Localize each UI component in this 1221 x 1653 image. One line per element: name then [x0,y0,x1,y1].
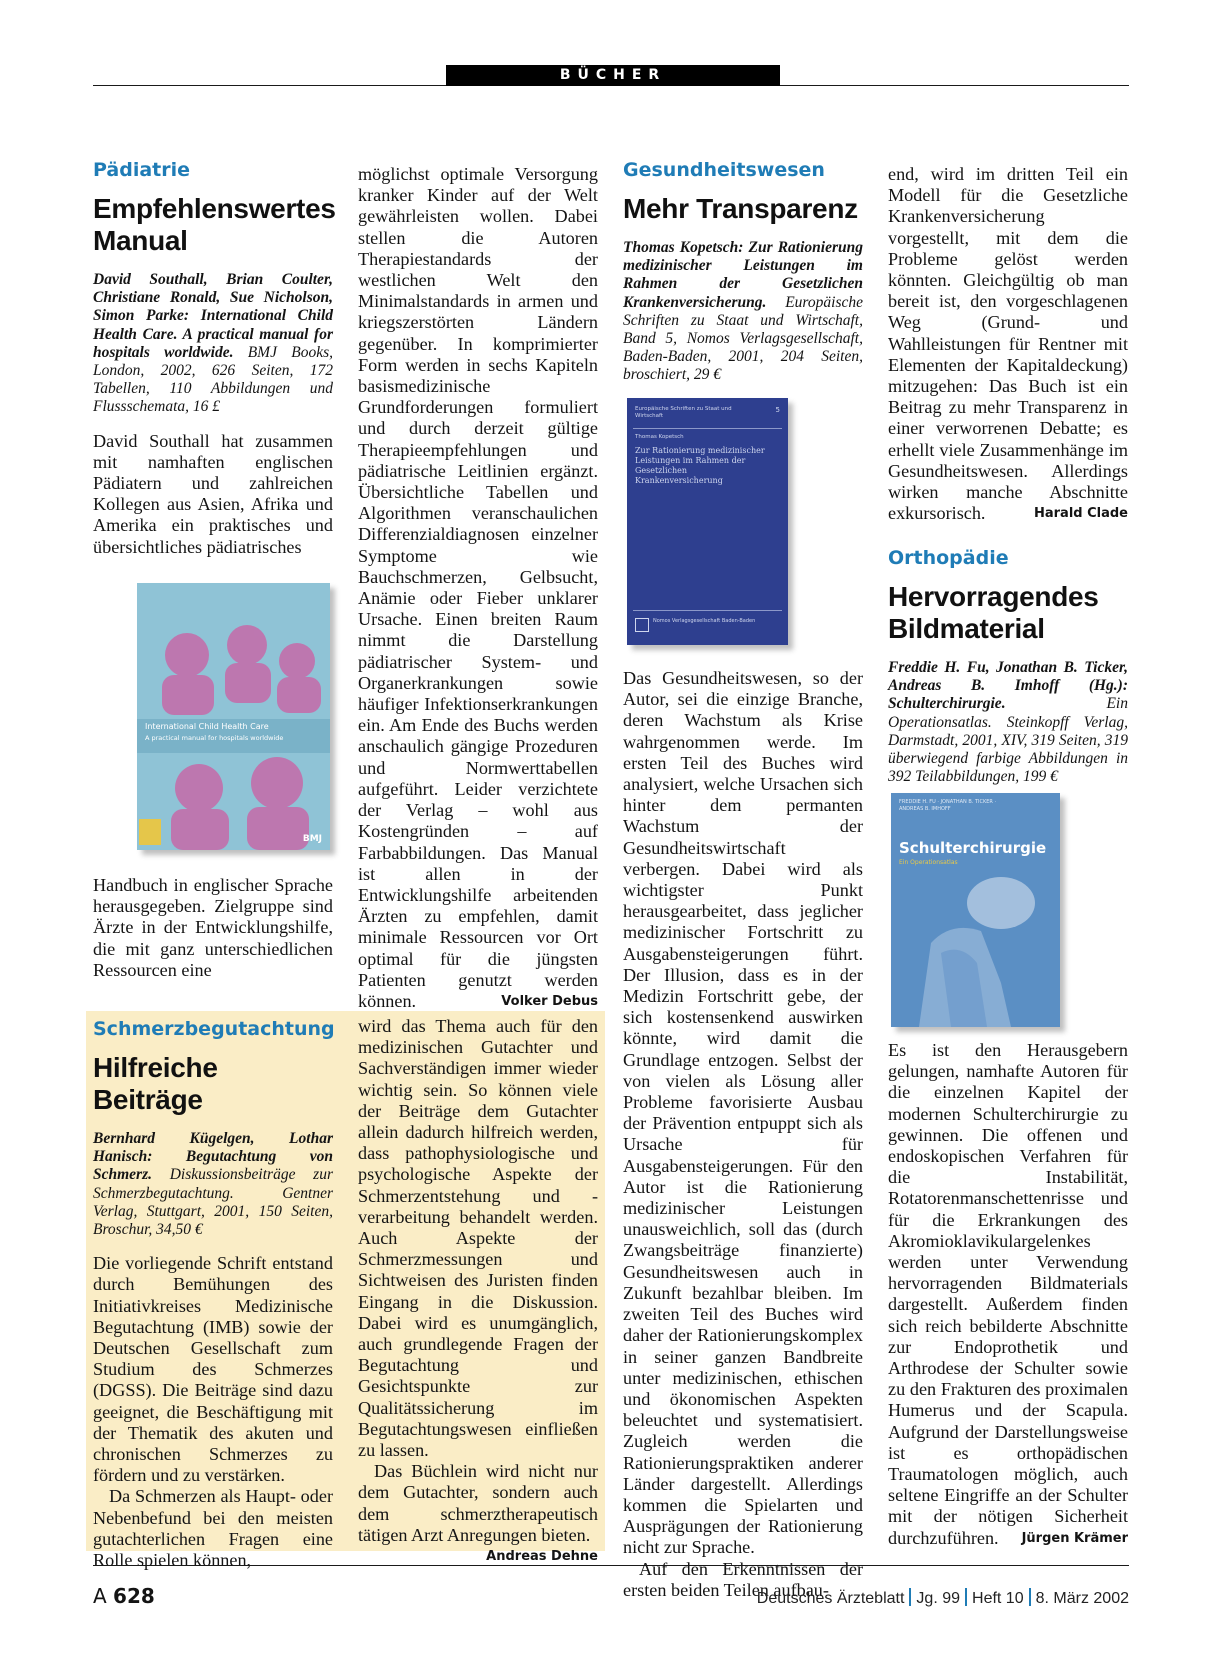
section-kicker: Schmerzbegutachtung [93,1018,335,1040]
review-body [358,164,598,1012]
orthopaedie-column-4-body [888,1040,1128,1549]
page-number-value: 628 [113,1584,155,1608]
orthopaedie-column-4 [888,545,1128,800]
section-title: BÜCHER [446,65,780,86]
gesundheit-column-3 [623,157,863,399]
journal-citation [757,1588,1129,1608]
gesundheit-column-4 [888,164,1128,524]
gesundheit-column-3-body [623,668,863,1601]
cover-rule [633,428,782,429]
cover-publisher: Nomos Verlagsgesellschaft Baden-Baden [653,618,756,624]
review-body: Auf den Erkenntnissen der ersten beiden Teilen aufbau- [623,1558,863,1600]
journal-date: 8. März 2002 [1035,1590,1129,1607]
cover-series: Europäische Schriften zu Staat und Wirtschaft [635,406,732,419]
schmerz-column-2 [358,1016,598,1567]
review-author: Andreas Dehne [486,1549,598,1565]
biblio-details: BMJ Books, London, 2002, 626 Seiten, 172 Tabellen, 110 Abbildungen und Flussschemata, 16 £ [93,343,333,416]
cover-authors: FREDDIE H. FU · JONATHAN B. TICKER · ANDREAS B. IMHOFF [899,799,997,812]
cover-rule [633,610,782,611]
footer-separator [1029,1588,1031,1606]
review-body [888,164,1128,524]
review-body: Die vorliegende Schrift entstand durch Bemühungen des Initiativkreises Medizinische Begutachtung (IMB) sowie der Deutschen Gesellschaft zum Studium des Schmerzes (DGSS). Die Beiträge sind dazu geeignet, die Beschäftigung mit der Thematik des akuten und chronischen Schmerzes zu fördern und zu verstärken. [93,1253,333,1486]
cover-publisher-mark: BMJ [302,834,322,844]
page-prefix: A [93,1584,107,1608]
cover-shoulder-illustration [891,793,1060,1027]
nomos-logo-icon [635,618,649,632]
cover-number: 5 [775,406,780,414]
page-number [93,1584,155,1608]
cover-subtitle: Ein Operationsatlas [899,859,958,866]
review-body [888,1040,1128,1549]
journal-volume: Jg. 99 [916,1590,961,1607]
cover-title: Zur Rationierung medizinischer Leistungen im Rahmen der Gesetzlichen Krankenversicherung [635,446,765,485]
review-body-text: end, wird im dritten Teil ein Modell für die Gesetzliche Krankenversicherung vorgestellt, mit dem die Probleme gelöst werden könnten. Gleichgültig ob man bereit ist, den vorgeschlagenen Weg (Grund- und Wahlleistungen für Rentner mit Elementen der Kapitaldeckung) mitzugehen: Das Buch ist ein Beitrag zu mehr Transparenz in einer verworrenen Debatte; es erhellt viele Zusammenhänge im Gesundheitswesen. Allerdings wirken manche Abschnitte exkursorisch. [888,164,1128,524]
bibliographic-entry [623,239,863,385]
book-cover-child-health-care [137,583,330,850]
review-body-continued: Handbuch in englischer Sprache herausgegeben. Zielgruppe sind Ärzte in der Entwicklungshilfe, die mit ganz unterschiedlichen Ressourcen eine [93,875,333,980]
cover-author: Thomas Kopetsch [635,434,684,440]
biblio-authors-title: Thomas Kopetsch: Zur Rationierung medizinischer Leistungen im Rahmen der Gesetzlichen Krankenversicherung. [623,239,863,311]
journal-name: Deutsches Ärzteblatt [756,1590,905,1607]
review-body-text: Es ist den Herausgebern gelungen, namhafte Autoren für die einzelnen Kapitel der modernen Schulterchirurgie zu gewinnen. Die offenen und endoskopischen Verfahren für die Instabilität, Rotatorenmanschettenrisse und für die Erkrankungen des Akromioklavikulargelenkes werden unter Verwendung hervorragenden Bildmaterials dargestellt. Außerdem finden sich reich bebilderte Abschnitte zur Endoprothetik und Arthrodese der Schulter sowie zu den Frakturen des proximalen Humerus und der Scapula. Aufgrund der Darstellungsweise ist es orthopädischen Traumatologen möglich, auch seltene Eingriffe an der Schulter mit der nötigen Sicherheit durchzuführen. [888,1040,1128,1548]
review-body: David Southall hat zusammen mit namhaften englischen Pädiatern und zahlreichen Kollegen aus Asien, Afrika und Amerika ein praktisches und übersichtliches pädiatrisches [93,430,333,557]
bibliographic-entry [93,271,333,417]
review-author: Harald Clade [1033,506,1128,522]
review-headline: Hilfreiche Beiträge [93,1052,218,1115]
biblio-authors-title: David Southall, Brian Coulter, Christiane Ronald, Sue Nicholson, Simon Parke: International Child Health Care. A practical manual for hospitals worldwide. [93,271,333,361]
review-body: Das Gesundheitswesen, so der Autor, sei die einzige Branche, deren Wachstum als Krise wahrgenommen werde. Im ersten Teil des Buches wird analysiert, welche Ursachen sich hinter dem permanten Wachstum der Gesundheitswirtschaft verbergen. Dabei wird als wichtigster Punkt herausgearbeitet, dass jeglicher medizinischer Fortschritt zu Ausgabensteigerungen führt. Der Illusion, dass es in der Medizin Fortschritt gebe, der sich kostensenkend auswirken könnte, wird damit die Grundlage entzogen. Selbst der von vielen als Lösung aller Probleme favorisierte Ausbau der Prävention entpuppt sich als Ursache für Ausgabensteigerungen. Für den Autor ist die Rationierung medizinischer Leistungen unausweichlich, soll das (durch Zwangsbeiträge finanzierte) Gesundheitswesen auch in Zukunft bezahlbar bleiben. Im zweiten Teil des Buches wird daher der Rationierungskomplex in seiner ganzen Bandbreite unter medizinischen, ethischen und ökonomischen Aspekten beleuchtet und systematisiert. Zugleich werden die Rationierungspraktiken anderer Länder dargestellt. Allerdings kommen die Spielarten und Ausprägungen der Rationierung nicht zur Sprache. [623,668,863,1558]
schmerz-column-1 [93,1016,333,1571]
biblio-authors-title: Bernhard Kügelgen, Lothar Hanisch: Begutachtung von Schmerz. [93,1130,333,1184]
section-kicker: Orthopädie [888,547,1009,569]
bibliographic-entry [888,659,1128,786]
review-body: wird das Thema auch für den medizinischen Gutachter und Sachverständigen immer wieder wichtig sein. So können viele der Beiträge dem Gutachter allein dadurch hilfreich werden, dass pathophysiologische und psychologische Aspekte der Schmerzentstehung und -verarbeitung behandelt werden. Auch Aspekte der Schmerzmessungen und Sichtweisen des Juristen finden Eingang in die Diskussion. Dabei wird es unumgänglich, auch grundlegende Fragen der Begutachtung und Gesichtspunkte zur Qualitätssicherung im Begutachtungswesen einfließen zu lassen. [358,1016,598,1461]
footer-separator [909,1588,911,1606]
biblio-details: Ein Operationsatlas. Steinkopff Verlag, Darmstadt, 2001, XIV, 319 Seiten, 319 überwiegend farbige Abbildungen in 392 Teilabbildungen, 199 € [888,695,1128,786]
paediatrie-column-1 [93,157,336,558]
review-author: Jürgen Krämer [1021,1530,1128,1546]
section-kicker: Gesundheitswesen [623,159,825,181]
journal-issue: Heft 10 [972,1590,1024,1607]
review-headline: Hervorragendes Bildmaterial [888,581,1099,644]
review-headline: Empfehlenswertes Manual [93,193,336,256]
review-body-text: Das Büchlein wird nicht nur dem Gutachter, sondern auch dem schmerztherapeutisch tätigen Arzt Anregungen bieten. [358,1461,598,1545]
cover-title: Schulterchirurgie [899,839,1047,857]
book-cover-rationierung [627,398,788,645]
cover-subtitle: A practical manual for hospitals worldwide [145,734,284,742]
review-headline: Mehr Transparenz [623,193,858,224]
review-author: Volker Debus [501,993,598,1009]
section-kicker: Pädiatrie [93,159,191,181]
biblio-details: Europäische Schriften zu Staat und Wirtschaft, Band 5, Nomos Verlagsgesellschaft, Baden-Baden, 2001, 204 Seiten, broschiert, 29 € [623,293,863,384]
footer-rule [93,1565,1129,1566]
biblio-authors-title: Freddie H. Fu, Jonathan B. Ticker, Andreas B. Imhoff (Hg.): Schulterchirurgie. [888,659,1128,713]
cover-illustration [137,583,330,850]
review-body [358,1461,598,1565]
book-cover-schulterchirurgie [891,793,1060,1027]
footer-separator [965,1588,967,1606]
paediatrie-column-1-continued [93,875,333,981]
review-body: Da Schmerzen als Haupt- oder Nebenbefund bei den meisten gutachterlichen Fragen eine Rolle spielen können, [93,1486,333,1571]
review-body-text: möglichst optimale Versorgung kranker Kinder auf der Welt gewährleisten wollen. Dabei stellen die Autoren Therapiestandards der westlichen Welt den Minimalstandards in armen und kriegszerstörten Ländern gegenüber. In komprimierter Form werden in sechs Kapiteln basismedizinische Grundforderungen formuliert und durch derzeit gültige Therapieempfehlungen und pädiatrische Leitlinien ergänzt. Übersichtliche Tabellen und Algorithmen veranschaulichen Differenzialdiagnosen einzelner Symptome wie Bauchschmerzen, Gelbsucht, Anämie oder Fieber unklarer Ursache. Einen breiten Raum nimmt die Darstellung pädiatrischer System- und Organerkrankungen sowie häufiger Infektionserkrankungen ein. Am Ende des Buchs werden anschaulich gängige Prozeduren und Normwerttabellen aufgeführt. Leider verzichtete der Verlag – wohl aus Kostengründen – auf Farbabbildungen. Das Manual ist allen in der Entwicklungshilfe arbeitenden Ärzten zu empfehlen, damit minimale Ressourcen vor Ort optimal für die jüngsten Patienten genutzt werden können. [358,164,598,1011]
cover-title: International Child Health Care [145,722,269,731]
bibliographic-entry [93,1130,333,1239]
biblio-details: Diskussionsbeiträge zur Schmerzbegutachtung. Gentner Verlag, Stuttgart, 2001, 150 Seiten, Broschur, 34,50 € [93,1166,333,1239]
paediatrie-column-2 [358,164,598,1012]
